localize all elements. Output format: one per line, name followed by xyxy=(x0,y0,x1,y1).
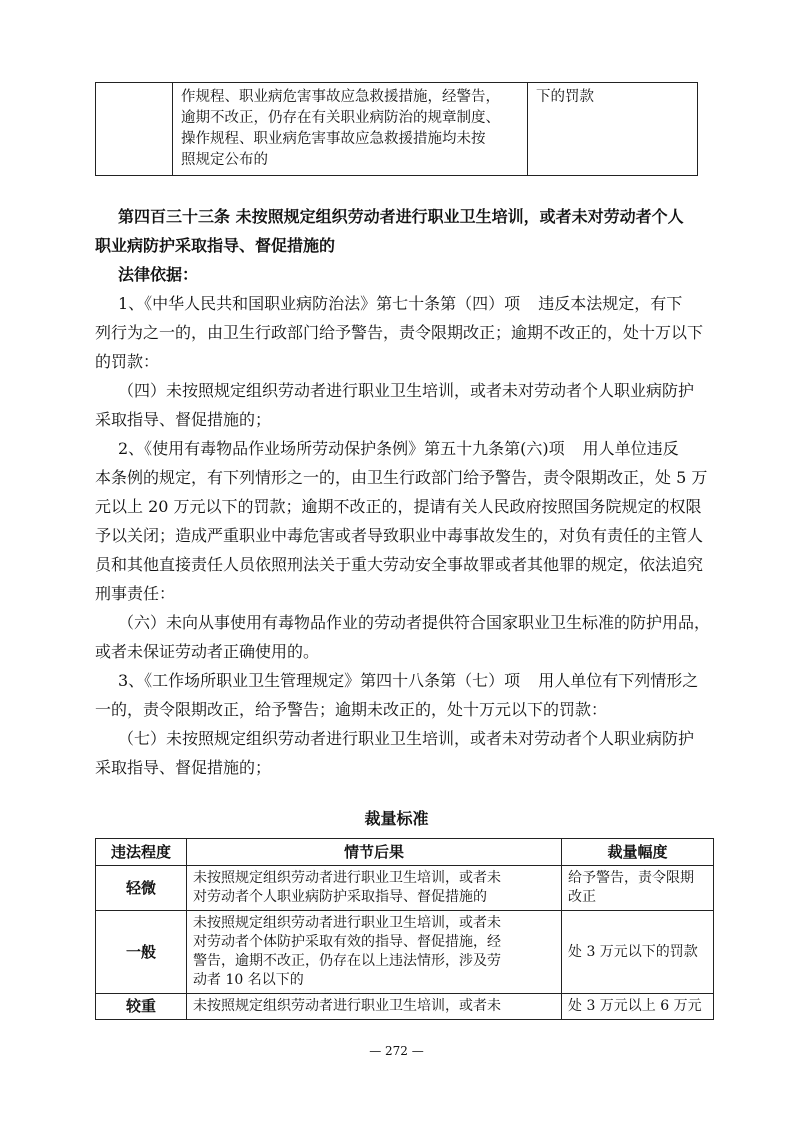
penalty-cell xyxy=(562,866,714,911)
basis-2-line: 2、《使用有毒物品作业场所劳动保护条例》第五十九条第(六)项 用人单位违反 xyxy=(118,439,679,458)
facts-line: 未按照规定组织劳动者进行职业卫生培训，或者未 xyxy=(193,870,501,886)
column-header: 裁量幅度 xyxy=(562,839,714,866)
basis-2-item: （六）未向从事使用有毒物品作业的劳动者提供符合国家职业卫生标准的防护用品， xyxy=(118,613,711,632)
basis-2-line: 本条例的规定，有下列情形之一的，由卫生行政部门给予警告，责令限期改正，处 5 万 xyxy=(95,468,708,487)
facts-cell xyxy=(187,911,562,994)
basis-1-line: 的罚款： xyxy=(95,352,160,371)
facts-line: 照规定公布的 xyxy=(181,152,268,168)
level-cell: 轻微 xyxy=(96,866,187,911)
discretion-standard-table xyxy=(95,838,714,1020)
legal-basis-label: 法律依据： xyxy=(118,265,199,284)
basis-3-item: （七）未按照规定组织劳动者进行职业卫生培训，或者未对劳动者个人职业病防护 xyxy=(118,729,695,748)
penalty-line: 处 3 万元以上 6 万元 xyxy=(568,998,702,1014)
facts-line: 警告，逾期不改正，仍存在以上违法情形，涉及劳 xyxy=(193,953,501,969)
basis-2-line: 刑事责任： xyxy=(95,584,176,603)
basis-2-line: 员和其他直接责任人员依照刑法关于重大劳动安全事故罪或者其他罪的规定，依法追究 xyxy=(95,555,704,574)
facts-cell xyxy=(187,866,562,911)
facts-line: 未按照规定组织劳动者进行职业卫生培训，或者未 xyxy=(193,998,501,1014)
article-heading-cont: 职业病防护采取指导、督促措施的 xyxy=(95,236,336,255)
previous-page-table xyxy=(95,82,698,176)
facts-line: 对劳动者个人职业病防护采取指导、督促措施的 xyxy=(193,889,487,905)
level-cell: 较重 xyxy=(96,994,187,1020)
page-number: — 272 — xyxy=(369,1044,424,1058)
basis-1-item: 采取指导、督促措施的； xyxy=(95,410,272,429)
table-header-row xyxy=(96,839,714,866)
facts-line: 操作规程、职业病危害事故应急救援措施均未按 xyxy=(181,131,486,147)
facts-line: 未按照规定组织劳动者进行职业卫生培训，或者未 xyxy=(193,915,501,931)
basis-3-item: 采取指导、督促措施的； xyxy=(95,758,272,777)
column-header: 违法程度 xyxy=(96,839,187,866)
penalty-cell: 下的罚款 xyxy=(528,83,698,176)
article-heading: 第四百三十三条 未按照规定组织劳动者进行职业卫生培训，或者未对劳动者个人 xyxy=(118,207,684,226)
table-row xyxy=(96,911,714,994)
facts-line: 对劳动者个体防护采取有效的指导、督促措施，经 xyxy=(193,934,501,950)
penalty-line: 给予警告，责令限期 xyxy=(568,870,694,886)
facts-cell xyxy=(173,83,528,176)
empty-cell xyxy=(96,83,173,176)
table-row xyxy=(96,994,714,1020)
basis-2-line: 予以关闭；造成严重职业中毒危害或者导致职业中毒事故发生的，对负有责任的主管人 xyxy=(95,526,704,545)
penalty-cell xyxy=(562,911,714,994)
basis-1-item: （四）未按照规定组织劳动者进行职业卫生培训，或者未对劳动者个人职业病防护 xyxy=(118,381,695,400)
table-row xyxy=(96,866,714,911)
column-header: 情节后果 xyxy=(187,839,562,866)
basis-3-line: 一的，责令限期改正，给予警告；逾期未改正的，处十万元以下的罚款： xyxy=(95,700,608,719)
basis-2-line: 元以上 20 万元以下的罚款；逾期不改正的，提请有关人民政府按照国务院规定的权限 xyxy=(95,497,702,516)
basis-3-line: 3、《工作场所职业卫生管理规定》第四十八条第（七）项 用人单位有下列情形之 xyxy=(118,671,699,690)
basis-1-line: 1、《中华人民共和国职业病防治法》第七十条第（四）项 违反本法规定，有下 xyxy=(118,294,683,313)
penalty-cell xyxy=(562,994,714,1020)
standard-title: 裁量标准 xyxy=(364,809,429,828)
level-cell: 一般 xyxy=(96,911,187,994)
basis-2-item: 或者未保证劳动者正确使用的。 xyxy=(95,642,320,661)
facts-line: 动者 10 名以下的 xyxy=(193,972,304,988)
facts-line: 逾期不改正，仍存在有关职业病防治的规章制度、 xyxy=(181,110,500,126)
facts-line: 作规程、职业病危害事故应急救援措施，经警告， xyxy=(181,89,500,105)
facts-cell xyxy=(187,994,562,1020)
penalty-line: 处 3 万元以下的罚款 xyxy=(568,943,698,960)
penalty-line: 改正 xyxy=(568,889,596,905)
basis-1-line: 列行为之一的，由卫生行政部门给予警告，责令限期改正；逾期不改正的，处十万以下 xyxy=(95,323,704,342)
